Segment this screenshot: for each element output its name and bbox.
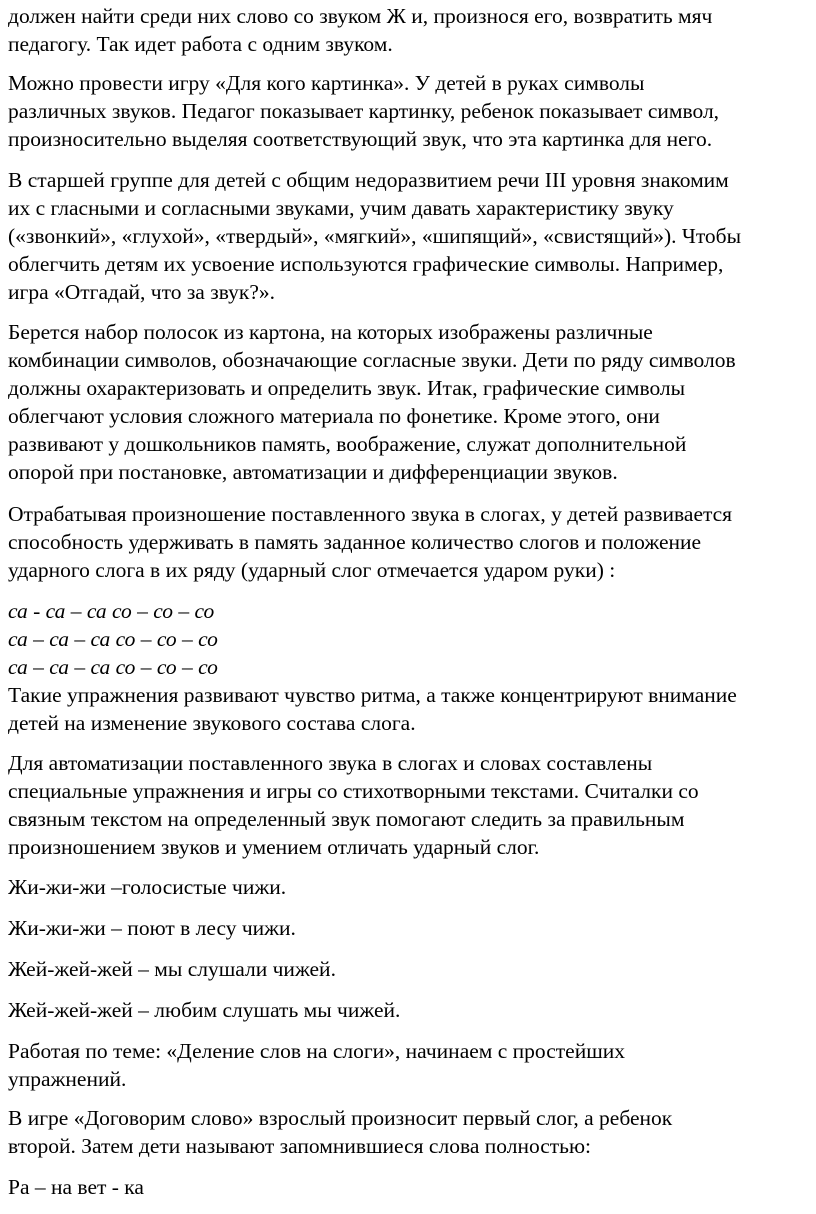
paragraph-cardboard-strips bbox=[8, 318, 812, 486]
text-line: произносительно выделяя соответствующий звук, что эта картинка для него. bbox=[8, 127, 713, 151]
text-line: Работая по теме: «Деление слов на слоги», начинаем с простейших bbox=[8, 1039, 626, 1063]
verse-line: Жи-жи-жи – поют в лесу чижи. bbox=[8, 916, 296, 940]
syllable-row: са – са – са со – со – со bbox=[8, 627, 218, 651]
syllable-row: са – са – са со – со – со bbox=[8, 655, 218, 679]
text-line: педагогу. Так идет работа с одним звуком. bbox=[8, 32, 393, 56]
text-line: («звонкий», «глухой», «твердый», «мягкий», «шипящий», «свистящий»). Чтобы bbox=[8, 224, 742, 248]
syllable-row: са - са – са со – со – со bbox=[8, 599, 215, 623]
text-line: должны охарактеризовать и определить звук. Итак, графические символы bbox=[8, 376, 686, 400]
text-line: связным текстом на определенный звук помогают следить за правильным bbox=[8, 807, 685, 831]
text-line: детей на изменение звукового состава слога. bbox=[8, 711, 416, 735]
text-line: Для автоматизации поставленного звука в слогах и словах составлены bbox=[8, 751, 653, 775]
text-line: ударного слога в их ряду (ударный слог отмечается ударом руки) : bbox=[8, 558, 616, 582]
paragraph-rhythm bbox=[8, 681, 812, 737]
paragraph-senior-group bbox=[8, 166, 812, 306]
verse-line: Жей-жей-жей – любим слушать мы чижей. bbox=[8, 998, 401, 1022]
text-line: Такие упражнения развивают чувство ритма, а также концентрируют внимание bbox=[8, 683, 737, 707]
paragraph-picture-game bbox=[8, 69, 812, 153]
text-line: комбинации символов, обозначающие согласные звуки. Дети по ряду символов bbox=[8, 348, 736, 372]
text-line: второй. Затем дети называют запомнившиеся слова полностью: bbox=[8, 1134, 592, 1158]
text-line: Берется набор полосок из картона, на которых изображены различные bbox=[8, 320, 653, 344]
syllable-rows bbox=[8, 597, 812, 681]
paragraph-syllable-pronunciation bbox=[8, 500, 812, 584]
text-line: опорой при постановке, автоматизации и дифференциации звуков. bbox=[8, 460, 618, 484]
paragraph-finish-word-game bbox=[8, 1104, 812, 1160]
verse-line: Жи-жи-жи –голосистые чижи. bbox=[8, 875, 287, 899]
text-line: различных звуков. Педагог показывает картинку, ребенок показывает символ, bbox=[8, 99, 720, 123]
paragraph-automation bbox=[8, 749, 812, 861]
text-line: произношением звуков и умением отличать ударный слог. bbox=[8, 835, 540, 859]
paragraph-ball-game bbox=[8, 2, 812, 58]
text-line: Можно провести игру «Для кого картинка». У детей в руках символы bbox=[8, 71, 645, 95]
verse-line: Жей-жей-жей – мы слушали чижей. bbox=[8, 957, 336, 981]
text-line: специальные упражнения и игры со стихотворными текстами. Считалки со bbox=[8, 779, 699, 803]
text-line: Отрабатывая произношение поставленного звука в слогах, у детей развивается bbox=[8, 502, 733, 526]
text-line: игра «Отгадай, что за звук?». bbox=[8, 280, 275, 304]
text-line: развивают у дошкольников память, воображение, служат дополнительной bbox=[8, 432, 687, 456]
text-line: должен найти среди них слово со звуком Ж и, произнося его, возвратить мяч bbox=[8, 4, 713, 28]
text-line: упражнений. bbox=[8, 1067, 127, 1091]
text-line: способность удерживать в память заданное количество слогов и положение bbox=[8, 530, 702, 554]
text-line: их с гласными и согласными звуками, учим давать характеристику звуку bbox=[8, 196, 674, 220]
text-line: облегчают условия сложного материала по фонетике. Кроме этого, они bbox=[8, 404, 660, 428]
example-line: Ра – на вет - ка bbox=[8, 1175, 144, 1199]
text-line: облегчить детям их усвоение используются графические символы. Например, bbox=[8, 252, 724, 276]
text-line: В игре «Договорим слово» взрослый произносит первый слог, а ребенок bbox=[8, 1106, 673, 1130]
text-line: В старшей группе для детей с общим недоразвитием речи III уровня знакомим bbox=[8, 168, 729, 192]
paragraph-syllable-division bbox=[8, 1037, 812, 1093]
